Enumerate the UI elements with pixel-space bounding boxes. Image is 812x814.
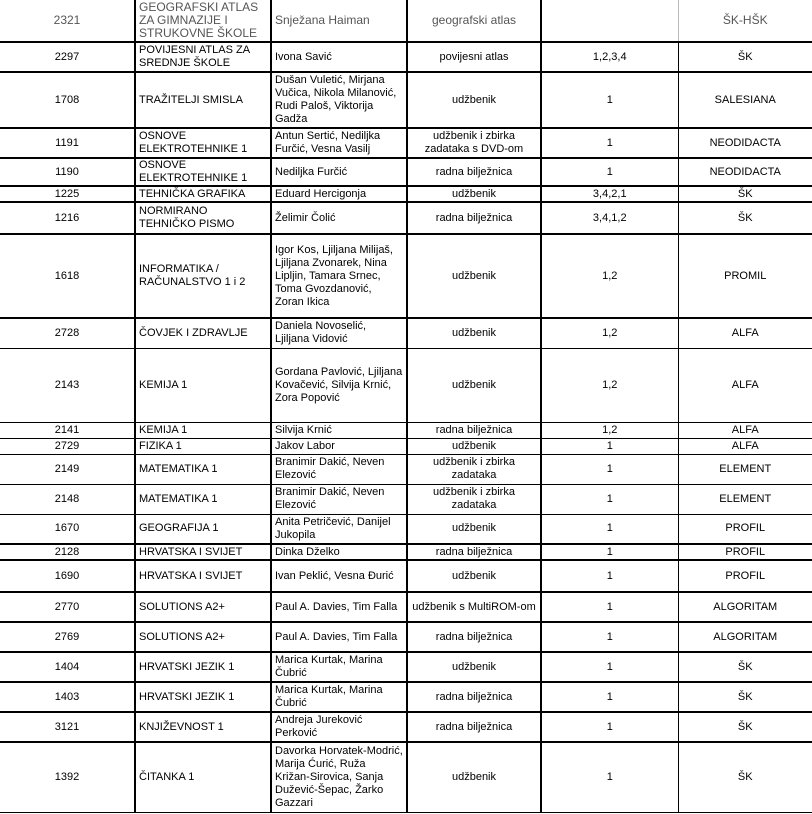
- table-row: [0, 484, 812, 514]
- grades-cell: 1: [541, 158, 678, 186]
- authors-cell: Ivona Savić: [271, 42, 407, 72]
- grades-cell: 1: [541, 560, 678, 592]
- grades-cell: 1,2: [541, 348, 678, 422]
- title-cell: NORMIRANO TEHNIČKO PISMO: [135, 202, 271, 234]
- title-cell: FIZIKA 1: [135, 438, 271, 454]
- title-cell: SOLUTIONS A2+: [135, 622, 271, 652]
- type-cell: radna bilježnica: [407, 622, 541, 652]
- title-cell: GEOGRAFIJA 1: [135, 514, 271, 544]
- grades-cell: 1: [541, 592, 678, 622]
- type-cell: povijesni atlas: [407, 42, 541, 72]
- table-row: [0, 128, 812, 158]
- authors-cell: Anita Petričević, Danijel Jukopila: [271, 514, 407, 544]
- table-row: [0, 348, 812, 422]
- table-row: [0, 186, 812, 202]
- grades-cell: 1: [541, 454, 678, 484]
- title-cell: POVIJESNI ATLAS ZA SREDNJE ŠKOLE: [135, 42, 271, 72]
- authors-cell: Želimir Čolić: [271, 202, 407, 234]
- table-row: [0, 318, 812, 348]
- authors-cell: Paul A. Davies, Tim Falla: [271, 592, 407, 622]
- authors-cell: Nedilјka Furčić: [271, 158, 407, 186]
- publisher-cell: PROMIL: [678, 234, 812, 318]
- authors-cell: Igor Kos, Ljiljana Milijaš, Ljiljana Zvonarek, Nina Lipljin, Tamara Srnec, Toma Gvozdanović, Zoran Ikica: [271, 234, 407, 318]
- grades-cell: 1: [541, 622, 678, 652]
- type-cell: udžbenik s MultiROM-om: [407, 592, 541, 622]
- publisher-cell: PROFIL: [678, 560, 812, 592]
- type-cell: udžbenik i zbirka zadataka s DVD-om: [407, 128, 541, 158]
- code-cell: 2728: [54, 326, 80, 339]
- title-cell: HRVATSKA I SVIJET: [135, 560, 271, 592]
- publisher-cell: ŠK: [678, 712, 812, 742]
- code-cell: 1404: [54, 660, 80, 673]
- code-cell: 2729: [54, 439, 80, 452]
- grades-cell: 1,2: [541, 318, 678, 348]
- authors-cell: Eduard Hercigonja: [271, 186, 407, 202]
- publisher-cell: ALFA: [678, 318, 812, 348]
- publisher-cell: NEODIDACTA: [678, 158, 812, 186]
- type-cell: udžbenik: [407, 438, 541, 454]
- authors-cell: Andreja Jureković Perković: [271, 712, 407, 742]
- publisher-cell: ALFA: [678, 422, 812, 438]
- code-cell: 1690: [54, 569, 80, 582]
- type-cell: udžbenik: [407, 560, 541, 592]
- code-cell: 2141: [54, 423, 80, 436]
- table-row: [0, 652, 812, 682]
- type-cell: udžbenik: [407, 652, 541, 682]
- table-row: [0, 158, 812, 186]
- code-cell: 1216: [54, 211, 80, 224]
- code-cell: 2321: [53, 13, 81, 27]
- title-cell: HRVATSKI JEZIK 1: [135, 652, 271, 682]
- grades-cell: 1: [541, 712, 678, 742]
- code-cell: 1225: [54, 187, 80, 200]
- authors-cell: Paul A. Davies, Tim Falla: [271, 622, 407, 652]
- publisher-cell: ALFA: [678, 438, 812, 454]
- grades-cell: 3,4,1,2: [541, 202, 678, 234]
- title-cell: KNJIŽEVNOST 1: [135, 712, 271, 742]
- type-cell: udžbenik: [407, 234, 541, 318]
- table-row: [0, 202, 812, 234]
- publisher-cell: ALFA: [678, 348, 812, 422]
- type-cell: radna bilježnica: [407, 682, 541, 712]
- grades-cell: [541, 0, 678, 42]
- authors-cell: Dinka Dželko: [271, 544, 407, 560]
- code-cell: 1191: [55, 136, 79, 149]
- title-cell: GEOGRAFSKI ATLAS ZA GIMNAZIJE I STRUKOVNE ŠKOLE: [135, 0, 271, 42]
- table-row: [0, 592, 812, 622]
- code-cell: 1670: [54, 522, 80, 535]
- table-row: [0, 234, 812, 318]
- grades-cell: 1: [541, 72, 678, 128]
- authors-cell: Dušan Vuletić, Mirjana Vučica, Nikola Milanović, Rudi Paloš, Viktorija Gadža: [271, 72, 407, 128]
- grades-cell: 1,2,3,4: [541, 42, 678, 72]
- table-row: [0, 454, 812, 484]
- code-cell: 2128: [54, 545, 80, 558]
- title-cell: MATEMATIKA 1: [135, 454, 271, 484]
- code-cell: 1392: [54, 770, 80, 783]
- authors-cell: Snježana Haiman: [271, 0, 407, 42]
- code-cell: 2148: [54, 492, 80, 505]
- title-cell: HRVATSKI JEZIK 1: [135, 682, 271, 712]
- grades-cell: 1,2: [541, 422, 678, 438]
- authors-cell: Antun Sertić, Nedilјka Furčić, Vesna Vasilj: [271, 128, 407, 158]
- table-row: [0, 742, 812, 812]
- type-cell: udžbenik: [407, 72, 541, 128]
- title-cell: OSNOVE ELEKTROTEHNIKE 1: [135, 128, 271, 158]
- title-cell: SOLUTIONS A2+: [135, 592, 271, 622]
- authors-cell: Silvija Krnić: [271, 422, 407, 438]
- code-cell: 2297: [54, 50, 80, 63]
- grades-cell: 1: [541, 514, 678, 544]
- publisher-cell: ALGORITAM: [678, 592, 812, 622]
- publisher-cell: ŠK-HŠK: [678, 0, 812, 42]
- publisher-cell: ŠK: [678, 202, 812, 234]
- authors-cell: Branimir Dakić, Neven Elezović: [271, 454, 407, 484]
- code-cell: 1708: [54, 93, 80, 106]
- table-row: [0, 514, 812, 544]
- publisher-cell: ELEMENT: [678, 484, 812, 514]
- code-cell: 2143: [54, 378, 80, 391]
- authors-cell: Daniela Novoselić, Ljiljana Vidović: [271, 318, 407, 348]
- type-cell: udžbenik: [407, 348, 541, 422]
- title-cell: TEHNIČKA GRAFIKA: [135, 186, 271, 202]
- authors-cell: Ivan Peklić, Vesna Đurić: [271, 560, 407, 592]
- publisher-cell: ELEMENT: [678, 454, 812, 484]
- authors-cell: Jakov Labor: [271, 438, 407, 454]
- publisher-cell: ALGORITAM: [678, 622, 812, 652]
- grades-cell: 1: [541, 682, 678, 712]
- type-cell: udžbenik: [407, 318, 541, 348]
- publisher-cell: PROFIL: [678, 514, 812, 544]
- publisher-cell: ŠK: [678, 682, 812, 712]
- grades-cell: 1,2: [541, 234, 678, 318]
- grades-cell: 1: [541, 742, 678, 812]
- code-cell: 2770: [54, 600, 80, 613]
- table-row: [0, 438, 812, 454]
- type-cell: radna bilježnica: [407, 422, 541, 438]
- authors-cell: Marica Kurtak, Marina Čubrić: [271, 652, 407, 682]
- table-row: [0, 0, 812, 42]
- table-row: [0, 682, 812, 712]
- code-cell: 1190: [55, 165, 79, 178]
- type-cell: radna bilježnica: [407, 712, 541, 742]
- title-cell: HRVATSKA I SVIJET: [135, 544, 271, 560]
- title-cell: KEMIJA 1: [135, 348, 271, 422]
- publisher-cell: PROFIL: [678, 544, 812, 560]
- type-cell: radna bilježnica: [407, 158, 541, 186]
- table-row: [0, 544, 812, 560]
- code-cell: 2149: [54, 462, 80, 475]
- table-row: [0, 622, 812, 652]
- grades-cell: 1: [541, 128, 678, 158]
- authors-cell: Marica Kurtak, Marina Čubrić: [271, 682, 407, 712]
- publisher-cell: NEODIDACTA: [678, 128, 812, 158]
- type-cell: udžbenik i zbirka zadataka: [407, 484, 541, 514]
- table-row: [0, 712, 812, 742]
- title-cell: ČOVJEK I ZDRAVLJE: [135, 318, 271, 348]
- title-cell: KEMIJA 1: [135, 422, 271, 438]
- publisher-cell: ŠK: [678, 652, 812, 682]
- authors-cell: Branimir Dakić, Neven Elezović: [271, 484, 407, 514]
- publisher-cell: ŠK: [678, 186, 812, 202]
- code-cell: 1403: [54, 690, 80, 703]
- grades-cell: 1: [541, 438, 678, 454]
- type-cell: udžbenik: [407, 742, 541, 812]
- title-cell: OSNOVE ELEKTROTEHNIKE 1: [135, 158, 271, 186]
- title-cell: INFORMATIKA / RAČUNALSTVO 1 i 2: [135, 234, 271, 318]
- publisher-cell: ŠK: [678, 42, 812, 72]
- table-row: [0, 560, 812, 592]
- title-cell: ČITANKA 1: [135, 742, 271, 812]
- grades-cell: 1: [541, 544, 678, 560]
- title-cell: MATEMATIKA 1: [135, 484, 271, 514]
- title-cell: TRAŽITELJI SMISLA: [135, 72, 271, 128]
- publisher-cell: ŠK: [678, 742, 812, 812]
- type-cell: udžbenik: [407, 514, 541, 544]
- table-row: [0, 42, 812, 72]
- type-cell: radna bilježnica: [407, 544, 541, 560]
- publisher-cell: SALESIANA: [678, 72, 812, 128]
- type-cell: radna bilježnica: [407, 202, 541, 234]
- code-cell: 1618: [54, 269, 80, 282]
- grades-cell: 1: [541, 652, 678, 682]
- table-row: [0, 72, 812, 128]
- type-cell: udžbenik: [407, 186, 541, 202]
- code-cell: 2769: [54, 630, 80, 643]
- authors-cell: Davorka Horvatek-Modrić, Marija Ćurić, Ruža Križan-Sirovica, Sanja Dužević-Šepac, Žarko Gazzari: [271, 742, 407, 812]
- type-cell: geografski atlas: [407, 0, 541, 42]
- authors-cell: Gordana Pavlović, Ljiljana Kovačević, Silvija Krnić, Zora Popović: [271, 348, 407, 422]
- grades-cell: 3,4,2,1: [541, 186, 678, 202]
- grades-cell: 1: [541, 484, 678, 514]
- code-cell: 3121: [54, 720, 80, 733]
- table-row: [0, 422, 812, 438]
- type-cell: udžbenik i zbirka zadataka: [407, 454, 541, 484]
